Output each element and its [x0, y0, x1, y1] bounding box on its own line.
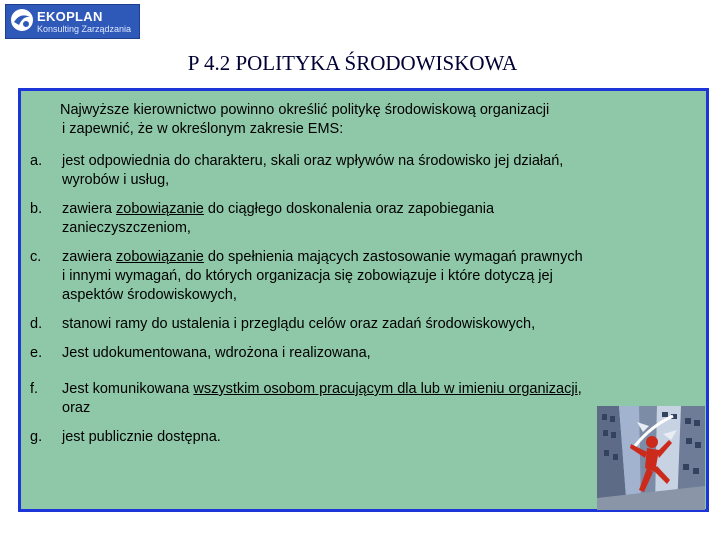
intro-line-1: Najwyższe kierownictwo powinno określić politykę środowiskową organizacji — [60, 102, 550, 118]
item-line-post: do ciągłego doskonalenia oraz zapobiegania — [203, 201, 495, 217]
item-letter: f. — [30, 381, 39, 397]
item-line: i innymi wymagań, do których organizacja się zobowiązuje i które dotyczą jej — [62, 268, 553, 284]
item-text — [62, 248, 682, 305]
commitment-underlined: zobowiązanie — [116, 201, 204, 217]
item-line: jest odpowiednia do charakteru, skali oraz wpływów na środowisko jej działań, — [62, 153, 564, 169]
item-letter: e. — [30, 345, 43, 361]
audience-underlined: wszystkim osobom pracującym dla lub w imieniu organizacji — [193, 381, 578, 397]
item-line: zanieczyszczeniom, — [62, 220, 191, 236]
page-title: P 4.2 POLITYKA ŚRODOWISKOWA — [187, 51, 518, 75]
item-line: stanowi ramy do ustalenia i przeglądu celów oraz zadań środowiskowych, — [62, 316, 536, 332]
item-line: Jest udokumentowana, wdrożona i realizowana, — [62, 345, 371, 361]
item-letter: a. — [30, 153, 43, 169]
item-line-post: , — [577, 381, 582, 397]
item-text — [62, 315, 682, 334]
item-letter: g. — [30, 429, 43, 445]
city-jumper-clipart — [597, 406, 705, 510]
item-line: oraz — [62, 400, 91, 416]
item-letter: b. — [30, 201, 43, 217]
item-text — [62, 380, 682, 418]
item-line-post: do spełnienia mających zastosowanie wymagań prawnych — [203, 249, 583, 265]
commitment-underlined: zobowiązanie — [116, 249, 204, 265]
item-line-pre: zawiera — [62, 201, 116, 217]
item-text — [62, 344, 682, 363]
item-line-pre: zawiera — [62, 249, 116, 265]
item-text — [62, 152, 682, 190]
item-line: aspektów środowiskowych, — [62, 287, 237, 303]
item-letter: d. — [30, 316, 43, 332]
item-text — [62, 200, 682, 238]
ekoplan-logo-icon — [10, 8, 34, 32]
logo-subtitle: Konsulting Zarządzania — [37, 24, 132, 34]
item-line: jest publicznie dostępna. — [62, 429, 221, 445]
intro-text — [60, 101, 700, 139]
clipart-graphic — [597, 406, 705, 510]
item-letter: c. — [30, 249, 42, 265]
ekoplan-logo — [5, 4, 140, 39]
item-line-pre: Jest komunikowana — [62, 381, 194, 397]
logo-name: EKOPLAN — [37, 9, 103, 24]
item-text — [62, 428, 682, 447]
intro-line-2: i zapewnić, że w określonym zakresie EMS: — [62, 121, 344, 137]
item-line: wyrobów i usług, — [62, 172, 170, 188]
